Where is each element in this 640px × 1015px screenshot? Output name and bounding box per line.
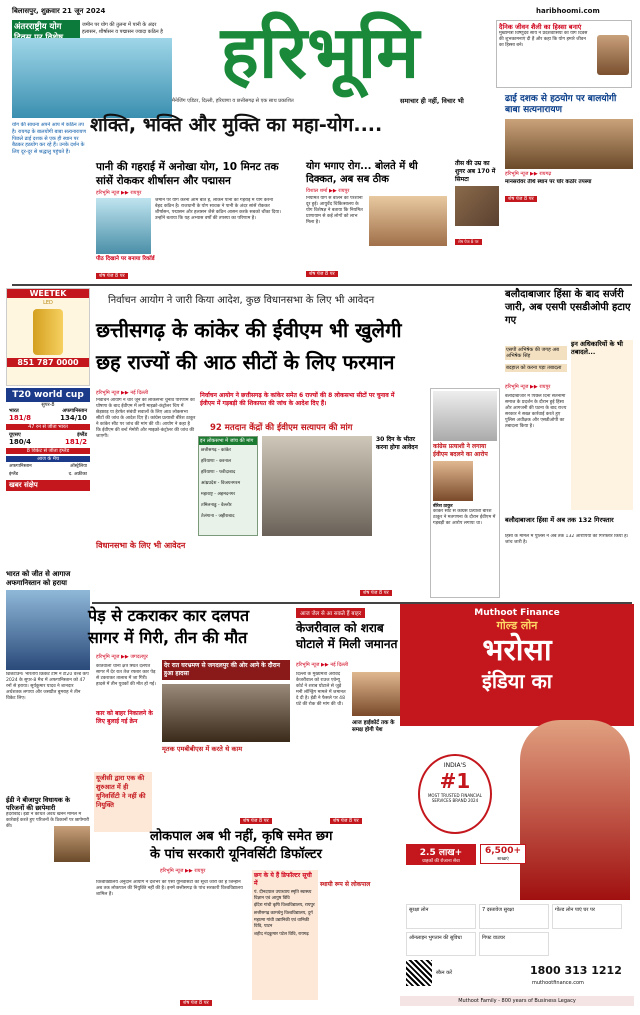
lead-headline-1: छत्तीसगढ़ के कांकेर की ईवीएम भी खुलेगी <box>96 318 402 342</box>
m1-team1: भारत <box>9 408 19 414</box>
ed-brief-headline: ईडी ने बीजापुर विधायक के परिजनों की छापेमारी <box>6 796 70 812</box>
yoga-story-1 <box>96 160 281 281</box>
muthoot-feature-2: 7 दस्तावेज सुरक्षा <box>479 904 549 929</box>
divider-top <box>12 284 632 286</box>
defaulter-item-4: महात्मा गांधी उद्यानिकी एवं वानिकी विवि, पाटन <box>254 918 310 929</box>
weetek-phone[interactable]: 851 787 0000 <box>7 358 89 367</box>
kejriwal-byline: हरिभूमि न्यूज ▶▶ नई दिल्ली <box>296 662 349 668</box>
right-brief-body: हिंसा के मामले में पुलिस ने अब तक 132 आरोपियों को गिरफ्तार किया है। जांच जारी है। <box>505 534 629 545</box>
muthoot-scan-label: स्कैन करें <box>436 970 453 976</box>
balyogi-story <box>505 94 633 204</box>
right-col-body: बलौदाबाजार में पिछले दिनों सतनामी समाज के प्रदर्शन के दौरान हुई हिंसा और आगजनी की घटना के बाद राज्य सरकार ने सख्त कार्रवाई करते हुए पुलिस अधीक्षक और एसडीओपी का तबादला किया है। <box>505 394 567 429</box>
muthoot-brand: Muthoot Finance <box>474 608 560 618</box>
candidate-box <box>430 388 500 598</box>
defaulter-list <box>252 870 318 1000</box>
accident-headline-1: पेड़ से टकराकर कार दलपत <box>88 606 250 625</box>
right-col-byline: हरिभूमि न्यूज ▶▶ रायपुर <box>505 384 551 390</box>
news-brief-label: खबर संक्षेप <box>6 480 90 491</box>
masthead-tagline: समाचार ही नहीं, विचार भी <box>400 97 464 105</box>
lok-sabha-item-3: हरियाणा - फरीदाबाद <box>201 470 236 475</box>
left-sports <box>6 570 90 862</box>
balyogi-photo <box>505 119 633 169</box>
yoga-story-1-subhead: पीठ दिखाने पर बनाया रिकॉर्ड <box>96 256 155 262</box>
accident-pull: कार को बाहर निकालने के लिए बुलाई गई क्रेन <box>96 710 153 725</box>
m2-score1: 180/4 <box>9 438 32 446</box>
balyogi-continued[interactable]: शेष पेज 8 पर <box>505 196 537 202</box>
transfer-box-title: इन अधिकारियों के भी तबादले... <box>571 340 623 356</box>
candidate-photo <box>433 461 473 501</box>
muthoot-badge-text: MOST TRUSTED FINANCIAL SERVICES BRAND 2024 <box>427 793 482 803</box>
yoga-story-1-body: जमीन पर योग करना आम बात है, लेकिन पानी की गहराई में योग करना बेहद कठिन है। राजधानी के योग साधक ने पानी के अंदर सांसें रोककर शीर्षासन, पद्मासन और हलासन जैसे कठिन आसन करके सबको चौंका दिया। उन्होंने बताया कि यह अभ्यास वर्षों की तपस्या का परिणाम है। <box>155 198 281 221</box>
defaulter-item-5: शहीद नंदकुमार पटेल विवि, रायगढ़ <box>254 931 309 937</box>
yoga-banner: शक्ति, भक्ति और मुक्ति का महा-योग.... <box>90 114 383 136</box>
muthoot-slogan-1: भरोसा <box>482 633 552 668</box>
yoga-story-2-headline: योग भगाए रोग... बोलते में थी दिक्कत, अब सब ठीक <box>306 161 418 185</box>
muthoot-badge <box>418 754 492 834</box>
muthoot-stat-1 <box>406 844 476 865</box>
site-url[interactable]: haribhoomi.com <box>536 7 600 15</box>
m2-team2: इंग्लैंड <box>77 432 87 438</box>
muthoot-product: गोल्ड लोन <box>496 619 538 632</box>
muthoot-feature-3: गोल्ड लोन पाएं घर पर <box>552 904 622 929</box>
kejriwal-photo <box>352 672 400 716</box>
yoga-story-3-continued[interactable]: शेष पेज 8 पर <box>455 239 482 245</box>
weetek-brand: WEETEK <box>7 289 89 298</box>
right-col-headline: बलौदाबाजार हिंसा के बाद सर्जरी जारी, अब एसपी एसडीओपी हटाए गए <box>505 289 631 326</box>
balyogi-highlight: मानसरोवर तीर्थ स्थान पर घोर कठोर तपस्या <box>505 179 592 185</box>
cricket-photo <box>6 590 90 670</box>
lead-headline-2: छह राज्यों की आठ सीटों के लिए फरमान <box>96 350 395 374</box>
yoga-story-2-photo <box>369 196 447 246</box>
fixture2-team1: इंग्लैंड <box>9 472 19 477</box>
lead-body: निर्वाचन आयोग ने चार जून को लोकसभा चुनाव परिणाम की घोषणा के बाद ईवीएम में लगी माइक्रो-कंट्रोलर चिप में छेड़छाड़ या हेरफेर संबंधी सवालों के लिए आठ लोकसभा सीटों की जांच के आदेश दिए हैं। कांग्रेस प्रत्याशी बीरेश ठाकुर ने कांकेर सीट पर जांच की मांग की थी। आयोग ने कहा है कि ईवीएम की बर्न्ट मेमोरी और माइक्रो-कंट्रोलर की जांच की जाएगी। <box>96 398 196 439</box>
lokpal-side-label: स्थायी रूप से लोकपाल <box>320 881 371 888</box>
kejriwal-body: दिल्ली के मुख्यमंत्री अरविंद केजरीवाल को राउज एवेन्यू कोर्ट ने शराब घोटाले से जुड़े मनी लॉन्ड्रिंग मामले में जमानत दे दी है। ईडी ने फैसले पर 48 घंटे की रोक की मांग की थी। <box>296 672 346 707</box>
assembly-headline <box>96 540 224 551</box>
lok-sabha-item-6: तमिलनाडु - वेल्लोर <box>201 503 232 508</box>
top-date: बिलासपुर, शुक्रवार 21 जून 2024 <box>12 7 106 15</box>
accident-photo-caption: मृतक एमबीबीएस में करते थे काम <box>162 745 243 753</box>
ed-brief-body: हैदराबाद। ईडी ने कथित अवैध खनन मामले में कार्रवाई करते हुए परिजनों के ठिकानों पर छापेमारी की। <box>6 812 90 829</box>
cm-photo <box>597 35 629 75</box>
yoga-story-1-continued[interactable]: शेष पेज 8 पर <box>96 273 128 279</box>
candidate-headline: कांग्रेस प्रत्याशी ने लगाया ईवीएम बदलने का आरोप <box>433 443 488 458</box>
university-byline: हरिभूमि न्यूज ▶▶ रायपुर <box>160 868 206 874</box>
university-headline-1: लोकपाल अब भी नहीं, कृषि समेत छग <box>150 829 333 844</box>
lok-sabha-item-5: महाराष्ट्र - अहमदनगर <box>201 492 236 497</box>
accident-body: कोतवाली थाना क्षेत्र स्थित दलपत सागर में देर रात तेज रफ्तार कार पेड़ से टकराकर तालाब में जा गिरी। हादसे में तीन युवकों की मौत हो गई। <box>96 664 156 687</box>
university-headline-2: के पांच सरकारी यूनिवर्सिटी डिफॉल्टर <box>150 847 322 862</box>
m2-score2: 181/2 <box>64 438 87 446</box>
yoga-story-2-continued[interactable]: शेष पेज 8 पर <box>306 271 338 277</box>
kejriwal-continued[interactable]: शेष पेज 8 पर <box>330 818 362 824</box>
yoga-story-3 <box>455 160 499 280</box>
m1-score1: 181/8 <box>9 414 32 422</box>
yoga-day-label: अंतरराष्ट्रीय योग <box>12 20 80 56</box>
defaulter-item-3: छत्तीसगढ़ कामधेनु विश्वविद्यालय, दुर्ग <box>254 910 313 916</box>
kejriwal-headline: केजरीवाल को शराब घोटाले में मिली जमानत <box>296 621 398 651</box>
fixture1-team1: अफगानिस्तान <box>9 464 32 469</box>
lok-sabha-item-1: छत्तीसगढ़ - कांकेर <box>201 448 231 453</box>
m2-result: 8 विकेट से जीता इंग्लैंड <box>6 448 90 454</box>
lead-continued[interactable]: शेष पेज 8 पर <box>360 590 392 596</box>
assembly-headline-text: विधानसभा के लिए भी आवेदन <box>96 541 186 550</box>
yoga-story-3-headline: तीस की उम्र का शुगर अब 170 में सिमटा <box>455 160 496 183</box>
balyogi-headline: ढाई दशक से हठयोग पर बालयोगी बाबा सत्यनारायण <box>505 94 617 115</box>
accident-photo <box>162 684 290 742</box>
newspaper-clip-photo <box>433 391 497 441</box>
cm-box <box>496 20 632 88</box>
transfer-box <box>571 340 633 510</box>
muthoot-web[interactable]: muthootfinance.com <box>532 980 584 986</box>
candidate-caption: बीरेश ठाकुर <box>433 504 453 509</box>
muthoot-badge-top: INDIA'S <box>443 762 467 769</box>
yoga-story-2-byline: विशाल शर्मा ▶▶ रायपुर <box>306 188 350 194</box>
m1-score2: 134/10 <box>60 414 87 422</box>
defaulter-item-2: इंदिरा गांधी कृषि विश्वविद्यालय, रायपुर <box>254 903 315 909</box>
yoga-story-2 <box>306 160 451 279</box>
right-col-sub-1: एसपी अभिषेक की जगह अब अभिषेक सिंह <box>505 346 567 360</box>
kejriwal-side-head: आज हाईकोर्ट तक के समक्ष होगी पेश <box>352 720 395 733</box>
accident-continued[interactable]: शेष पेज 8 पर <box>240 818 272 824</box>
yoga-teaser: जमीन पर योग की तुलना में पानी के अंदर हलासन, शीर्षासन व पद्मासन ज्यादा कठिन है <box>82 22 163 35</box>
muthoot-feature-4: ऑनलाइन भुगतान की सुविधा <box>406 932 476 957</box>
scoreboard-sub: सुपर-8 <box>41 402 55 408</box>
m2-team1: यूएसए <box>9 432 21 438</box>
fixture2-team2: द. अफ्रीका <box>68 472 87 477</box>
accident-strip: देर रात घरभ्रमण से जगदलपुर की ओर आने के दौरान हुआ हादसा <box>162 660 290 680</box>
muthoot-footer: Muthoot Family - 800 years of Business Legacy <box>400 996 634 1006</box>
balyogi-byline: हरिभूमि न्यूज ▶▶ रायगढ़ <box>505 171 552 177</box>
right-brief-headline: बलौदाबाजार हिंसा में अब तक 132 गिरफ्तार <box>505 516 614 524</box>
weetek-battery-icon <box>33 309 63 355</box>
yoga-pose-photo <box>96 198 151 254</box>
election-commission-photo <box>262 436 372 536</box>
lok-sabha-item-7: तेलंगाना - जहीराबाद <box>201 514 235 519</box>
muthoot-qr-icon[interactable] <box>406 960 432 986</box>
cm-box-body: मुख्यमंत्री विष्णुदेव साय ने प्रदेशवासियों को योग दिवस की शुभकामनाएं दी हैं और कहा कि योग हमारे जीवन का हिस्सा बने। <box>499 31 588 48</box>
lead-red-intro: निर्वाचन आयोग ने छत्तीसगढ़ के कांकेर समेत 6 राज्यों की 8 लोकसभा सीटों पर चुनाव में ईवीएम में गड़बड़ी की शिकायत की जांच के आदेश दिए हैं। <box>200 392 395 407</box>
muthoot-stat-2 <box>480 844 526 864</box>
masthead-logo[interactable]: हरिभूमि <box>220 9 420 94</box>
muthoot-ad <box>400 604 634 1010</box>
side-30days <box>376 436 428 452</box>
right-col-sub-2: बदहाल को करना पड़ा तबादला <box>505 364 567 372</box>
masthead-subtitle: मैनेजिंग एडिटर, दिल्ली, हरियाणा व छत्तीसगढ़ से एक साथ प्रकाशित <box>172 98 294 104</box>
accident-byline: हरिभूमि न्यूज ▶▶ जगदलपुर <box>96 654 148 660</box>
yoga-story-1-headline: पानी की गहराई में अनोखा योग, 10 मिनट तक सांसें रोककर शीर्षासन और पद्मासन <box>96 161 279 187</box>
muthoot-feature-1: सुरक्षा लोन <box>406 904 476 929</box>
accident-headline-2: सागर में गिरी, तीन की मौत <box>88 628 248 647</box>
kejriwal-tag: आज जेल से आ सकते हैं बाहर <box>296 608 365 618</box>
left-sports-headline: भारत को जीत से आगाज अफगानिस्तान को हराया <box>6 570 71 587</box>
lok-sabha-box <box>198 436 258 536</box>
defaulter-list-title: छग के ये हैं डिफॉल्टर सूची में <box>254 872 312 887</box>
side-30days-headline: 30 दिन के भीतर करना होगा आवेदन <box>376 436 418 451</box>
muthoot-feature-5: गिफ्ट वाउचर <box>479 932 549 957</box>
candidate-body: कांकेर सीट से कांग्रेस प्रत्याशी बीरेश ठाकुर ने मतगणना के दौरान ईवीएम में गड़बड़ी का आरोप लगाया था। <box>433 509 496 526</box>
fixture1-team2: ऑस्ट्रेलिया <box>70 464 87 469</box>
yoga-story-1-byline: हरिभूमि न्यूज ▶▶ रायपुर <box>96 190 142 196</box>
scoreboard <box>6 388 90 568</box>
weetek-label: LED <box>43 300 53 306</box>
weetek-ad <box>6 288 90 386</box>
muthoot-badge-num: #1 <box>439 769 471 793</box>
muthoot-stat-2-num: 6,500+ <box>484 846 521 856</box>
defaulter-item-1: पं. दीनदयाल उपाध्याय स्मृति स्वास्थ्य विज्ञान एवं आयुष विवि <box>254 890 312 901</box>
lok-sabha-box-title: इन लोकसभा में जांच की मांग <box>199 437 257 445</box>
ugc-red-box: यूजीसी द्वारा एक की शुरुआत में ही यूनिवर्सिटी ने नहीं की नियुक्ति <box>94 772 152 832</box>
university-continued[interactable]: शेष पेज 8 पर <box>180 1000 212 1006</box>
yoga-story-2-body: नियमित योग से बोलने की परेशानी दूर हुई। आयुर्वेद चिकित्सालय के योग विशेषज्ञ ने बताया कि नियमित प्राणायाम से कई लोगों को लाभ मिला है। <box>306 196 363 225</box>
m1-result: 47 रन से जीता भारत <box>6 424 90 430</box>
muthoot-stat-1-num: 2.5 लाख+ <box>419 848 463 858</box>
yoga-intro-text: योग की साधना अपने आप में कठिन तप है। रायगढ़ के बालयोगी बाबा सत्यनारायण पिछले ढाई दशक से एक ही स्थान पर बैठकर हठयोग कर रहे हैं। उनके दर्शन के लिए दूर-दूर से श्रद्धालु पहुंचते हैं। <box>12 122 87 156</box>
muthoot-features <box>406 904 628 956</box>
muthoot-slogan-2: इंडिया का <box>482 669 552 693</box>
underwater-yoga-photo <box>12 38 172 118</box>
fixtures-label: आज के मैच <box>6 456 90 462</box>
cm-box-title: दैनिक जीवन शैली का हिस्सा बनाएं <box>499 23 582 31</box>
yoga-story-3-photo <box>455 186 499 226</box>
evm-demand-title: 92 मतदान केंद्रों की ईवीएम सत्यापन की मांग <box>210 423 353 433</box>
right-col <box>505 288 633 545</box>
m1-team2: अफगानिस्तान <box>62 408 87 414</box>
lok-sabha-item-2: हरियाणा - करनाल <box>201 459 232 464</box>
university-body: विश्वविद्यालय अनुदान आयोग ने देशभर की ऐसी यूनिवर्सिटी की सूची जारी की है जिन्होंने अब तक लोकपाल की नियुक्ति नहीं की है। इनमें छत्तीसगढ़ के पांच सरकारी विश्वविद्यालय शामिल हैं। <box>96 880 243 897</box>
muthoot-model-photo <box>520 720 630 900</box>
lead-byline: हरिभूमि न्यूज ▶▶ नई दिल्ली <box>96 390 149 396</box>
muthoot-phone[interactable]: 1800 313 1212 <box>530 964 622 977</box>
muthoot-stat-1-label: ग्राहकों की रोजाना सेवा <box>422 859 460 864</box>
muthoot-stat-2-label: शाखाएं <box>497 857 509 862</box>
left-sports-body: ब्रिजटाउन। भारतीय क्रिकेट टीम ने टी20 वर्ल्ड कप 2024 के सुपर-8 मैच में अफगानिस्तान को 47 रनों से हराया। सूर्यकुमार यादव ने शानदार अर्धशतक लगाया और जसप्रीत बुमराह ने तीन विकेट लिए। <box>6 672 89 701</box>
scoreboard-title: T20 world cup <box>6 388 90 402</box>
lead-kicker: निर्वाचन आयोग ने जारी किया आदेश, कुछ विधानसभा के लिए भी आवेदन <box>108 295 375 306</box>
lok-sabha-item-4: आंध्रप्रदेश - विजयनगरम <box>201 481 241 486</box>
ed-brief-photo <box>54 826 90 862</box>
